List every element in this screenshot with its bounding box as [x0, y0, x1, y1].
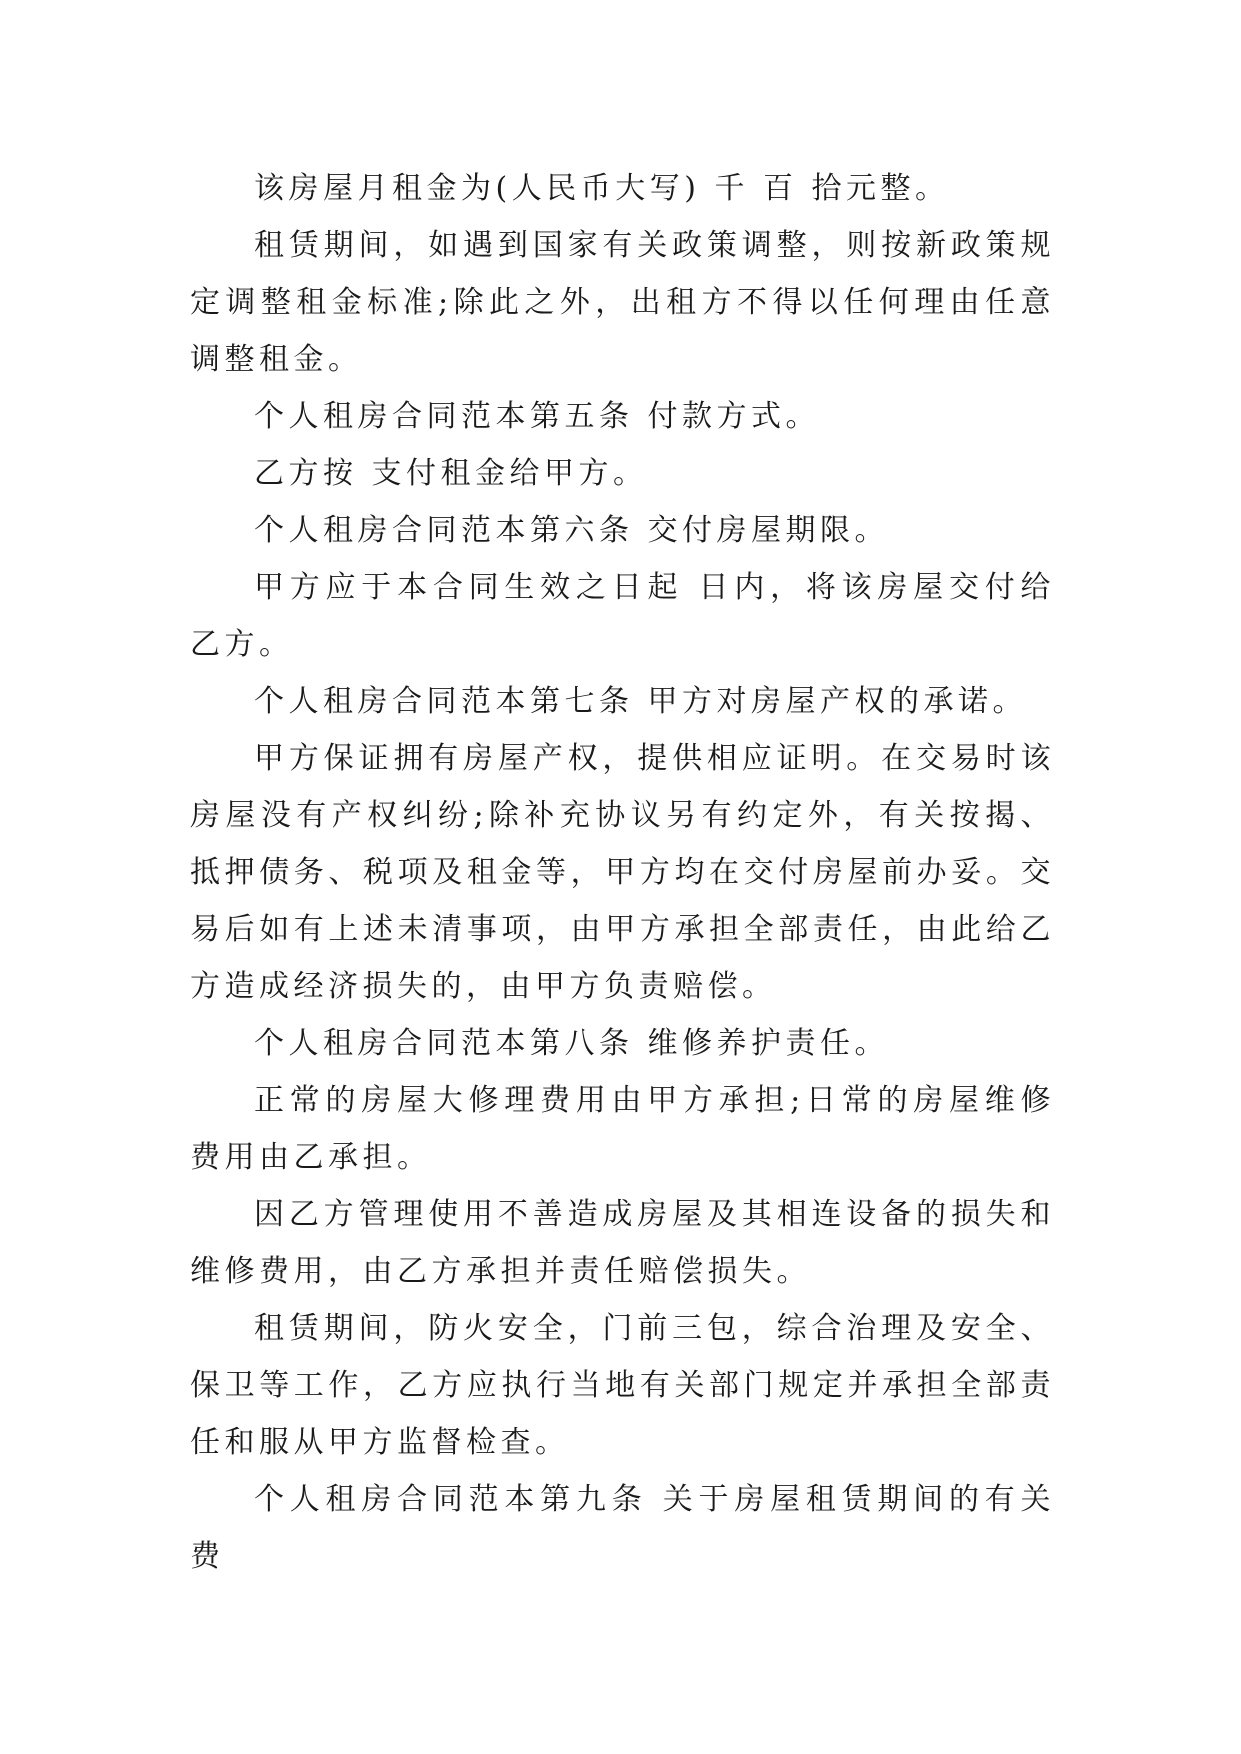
document-body: [190, 160, 1055, 1585]
article-6-heading: 个人租房合同范本第六条 交付房屋期限。: [254, 513, 890, 548]
article-5-heading: 个人租房合同范本第五条 付款方式。: [254, 399, 821, 434]
article-7-heading: 个人租房合同范本第七条 甲方对房屋产权的承诺。: [254, 684, 1028, 719]
paragraph-property-rights: 甲方保证拥有房屋产权，提供相应证明。在交易时该房屋没有产权纠纷;除补充协议另有约定外，有关按揭、抵押债务、税项及租金等，甲方均在交付房屋前办妥。交易后如有上述未清事项，由甲方承担全部责任，由此给乙方造成经济损失的，由甲方负责赔偿。: [190, 741, 1055, 1004]
paragraph-safety-duties: 租赁期间，防火安全，门前三包，综合治理及安全、保卫等工作，乙方应执行当地有关部门规定并承担全部责任和服从甲方监督检查。: [190, 1311, 1055, 1460]
article-9-heading: 个人租房合同范本第九条 关于房屋租赁期间的有关费: [190, 1482, 1055, 1574]
paragraph-damage-liability: 因乙方管理使用不善造成房屋及其相连设备的损失和维修费用，由乙方承担并责任赔偿损失。: [190, 1197, 1055, 1289]
article-8-heading: 个人租房合同范本第八条 维修养护责任。: [254, 1026, 890, 1061]
paragraph-repair-costs: 正常的房屋大修理费用由甲方承担;日常的房屋维修费用由乙承担。: [190, 1083, 1055, 1175]
paragraph-monthly-rent: 该房屋月租金为(人民币大写) 千 百 拾元整。: [254, 171, 950, 206]
paragraph-payment-method: 乙方按 支付租金给甲方。: [254, 456, 648, 491]
paragraph-delivery-term: 甲方应于本合同生效之日起 日内，将该房屋交付给乙方。: [190, 570, 1055, 662]
paragraph-rent-adjustment: 租赁期间，如遇到国家有关政策调整，则按新政策规定调整租金标准;除此之外，出租方不得以任何理由任意调整租金。: [190, 228, 1055, 377]
